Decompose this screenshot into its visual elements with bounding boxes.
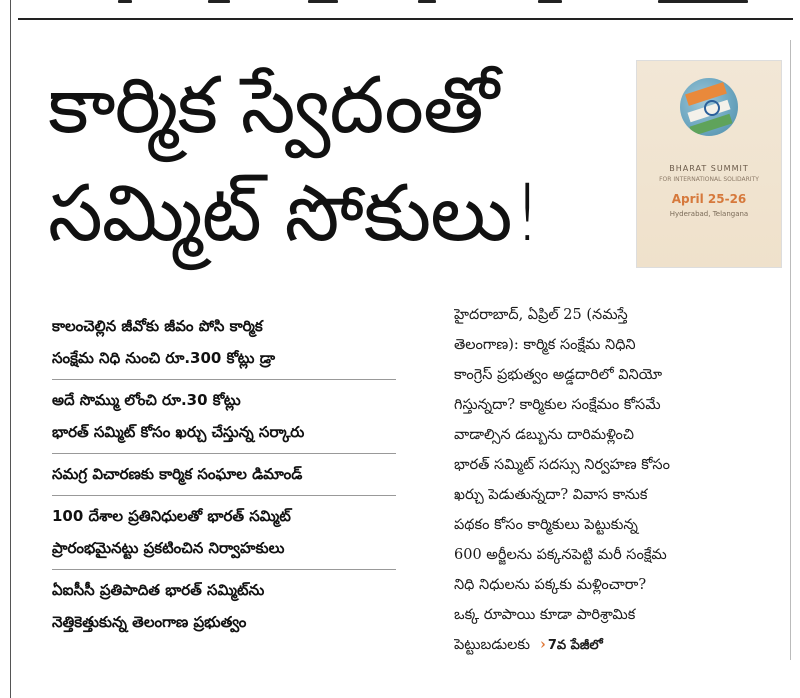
article-body bbox=[454, 300, 776, 661]
section-top-rule bbox=[18, 18, 793, 20]
article-line: తెలంగాణ): కార్మిక సంక్షేమ నిధిని bbox=[454, 337, 636, 353]
article-headline bbox=[48, 52, 638, 268]
article-line: ఖర్చు పెడుతున్నదా? వివాస కానుక bbox=[454, 487, 648, 503]
right-column-rule bbox=[790, 40, 791, 660]
highlight-line: సమగ్ర విచారణకు కార్మిక సంఘాల డిమాండ్ bbox=[52, 465, 303, 483]
poster-title: BHARAT SUMMIT bbox=[669, 164, 749, 173]
highlight-item bbox=[52, 380, 396, 454]
left-column-rule bbox=[10, 0, 11, 698]
chevron-right-icon: › bbox=[540, 636, 546, 653]
article-line: నిధి నిధులను పక్కకు మళ్లించారా? bbox=[454, 577, 647, 593]
article-line: పథకం కోసం కార్మికులు పెట్టుకున్న bbox=[454, 517, 638, 533]
poster-subtitle: FOR INTERNATIONAL SOLIDARITY bbox=[659, 176, 759, 183]
highlight-bullets bbox=[52, 306, 396, 643]
article-line: హైదరాబాద్, ఏప్రిల్ 25 (నమస్తే bbox=[454, 307, 628, 323]
article-line: ఒక్క రూపాయి కూడా పారిశ్రామిక bbox=[454, 607, 636, 623]
highlight-line: ప్రారంభమైనట్టు ప్రకటించిన నిర్వాహకులు bbox=[52, 539, 285, 557]
highlight-line: సంక్షేమ నిధి నుంచి రూ.300 కోట్లు డ్రా bbox=[52, 349, 275, 367]
article-line: భారత్ సమ్మిట్ సదస్సు నిర్వహణ కోసం bbox=[454, 457, 670, 473]
globe-emblem-icon bbox=[680, 78, 738, 136]
highlight-item bbox=[52, 570, 396, 643]
highlight-line: అదే సొమ్ము లోంచి రూ.30 కోట్లు bbox=[52, 391, 241, 409]
highlight-line: నెత్తికెత్తుకున్న తెలంగాణ ప్రభుత్వం bbox=[52, 613, 247, 631]
highlight-line: కాలంచెల్లిన జీవోకు జీవం పోసి కార్మిక bbox=[52, 317, 263, 335]
article-line: కాంగ్రెస్ ప్రభుత్వం అడ్డదారిలో వినియో bbox=[454, 367, 663, 383]
summit-poster-image bbox=[636, 60, 782, 268]
article-last-line bbox=[454, 630, 776, 661]
previous-article-strip bbox=[18, 0, 788, 14]
headline-line-1: కార్మిక స్వేదంతో bbox=[48, 61, 499, 151]
highlight-item bbox=[52, 496, 396, 570]
poster-date: April 25-26 bbox=[671, 192, 747, 206]
continued-on-page-link[interactable]: 7వ పేజీలో bbox=[547, 638, 603, 653]
highlight-line: 100 దేశాల ప్రతినిధులతో భారత్ సమ్మిట్ bbox=[52, 507, 291, 525]
article-line: 600 అర్జీలను పక్కనపెట్టి మరీ సంక్షేమ bbox=[454, 547, 667, 563]
highlight-line: భారత్ సమ్మిట్ కోసం ఖర్చు చేస్తున్న సర్కారు bbox=[52, 423, 305, 441]
headline-line-2: సమ్మిట్ సోకులు! bbox=[48, 169, 542, 259]
article-line: గిస్తున్నదా? కార్మికుల సంక్షేమం కోసమే bbox=[454, 397, 661, 413]
highlight-item bbox=[52, 454, 396, 496]
poster-place: Hyderabad, Telangana bbox=[669, 210, 749, 218]
article-line-text: పెట్టుబడులకు bbox=[454, 637, 531, 653]
highlight-line: ఏఐసీసీ ప్రతిపాదిత భారత్ సమ్మిట్‌ను bbox=[52, 581, 265, 599]
article-line: వాడాల్సిన డబ్బును దారిమళ్లించి bbox=[454, 427, 635, 443]
highlight-item bbox=[52, 306, 396, 380]
